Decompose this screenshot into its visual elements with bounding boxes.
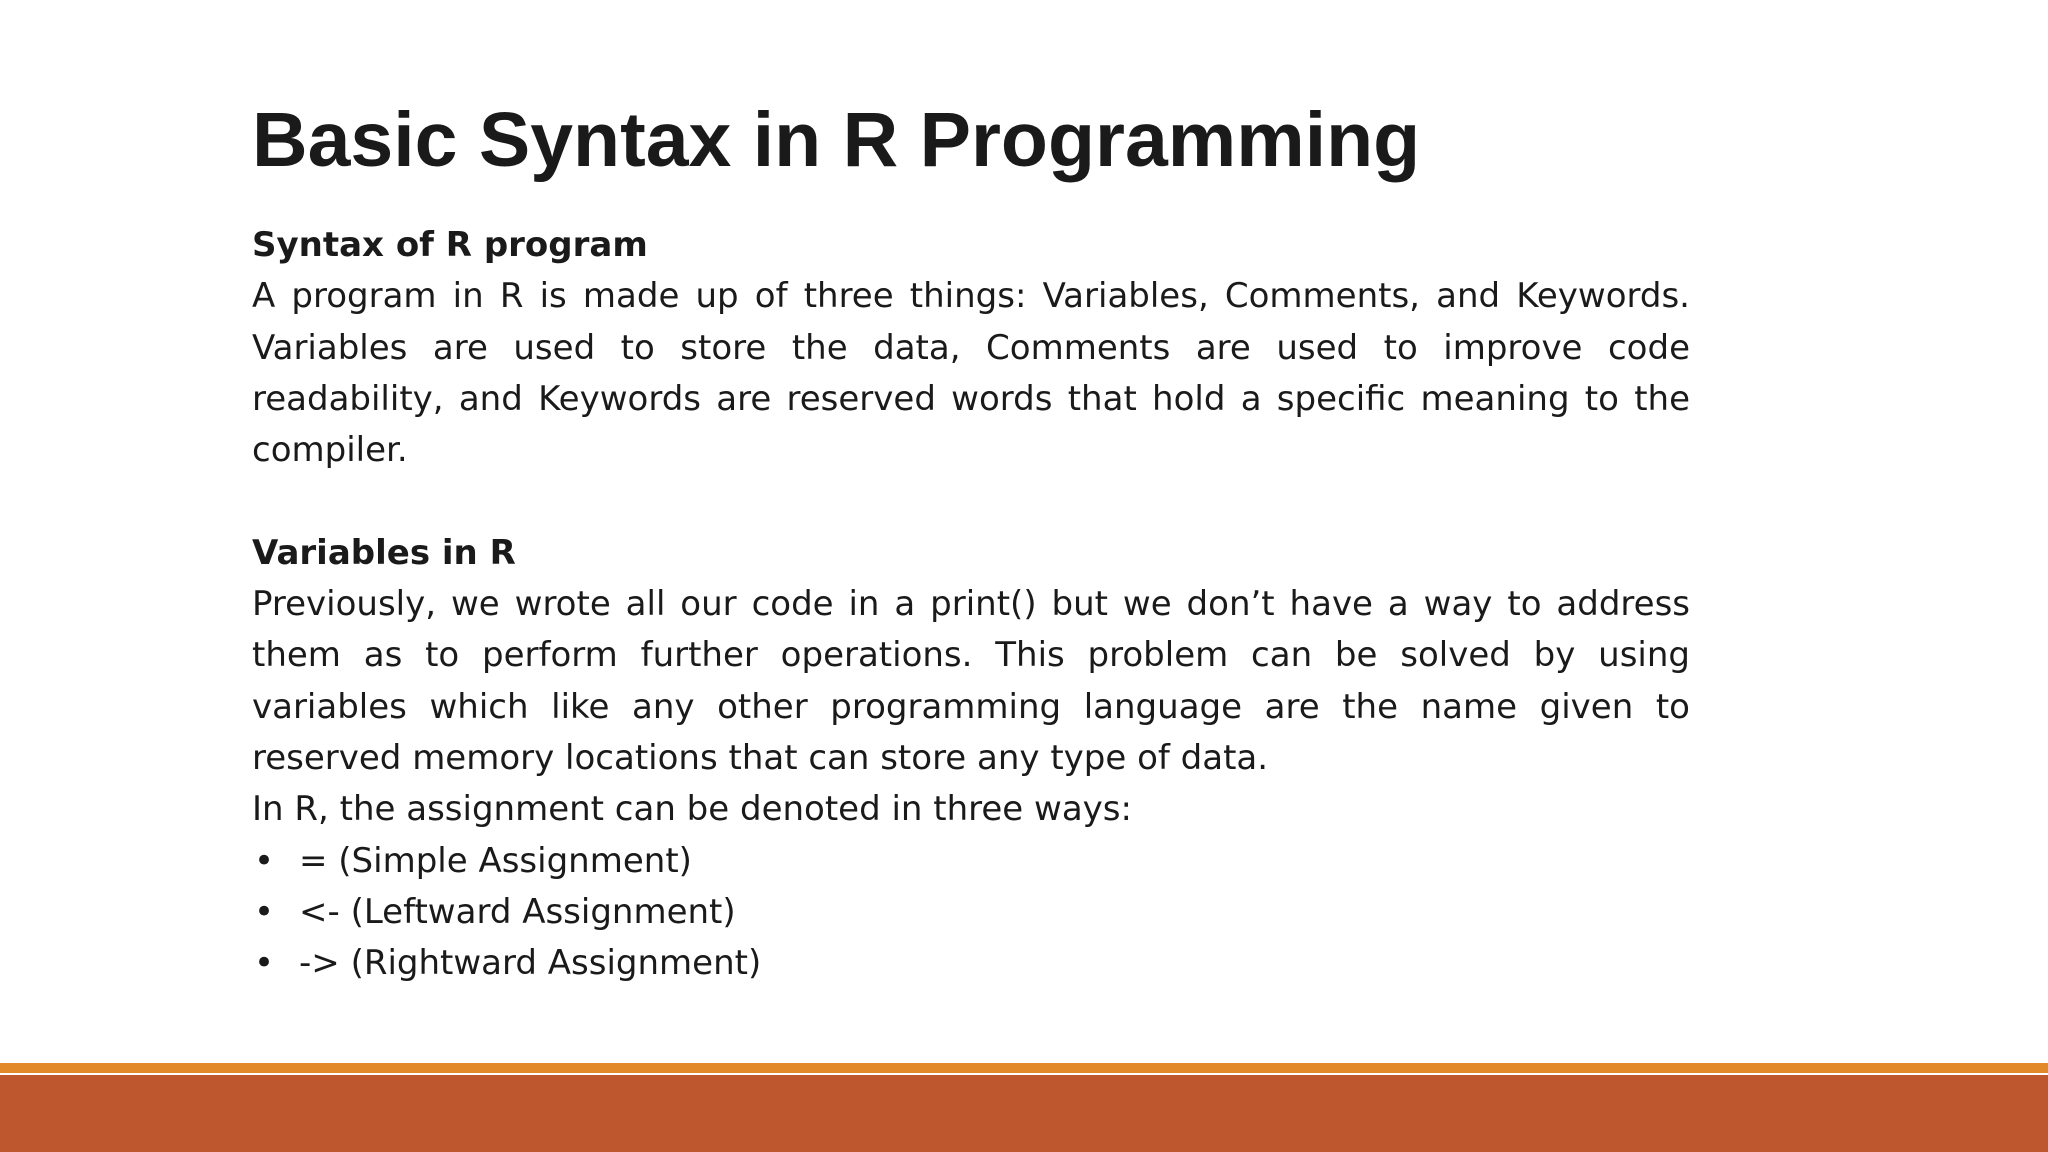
spacer [252,476,1690,527]
bullet-icon: • [254,840,275,881]
list-item [252,836,1690,887]
list-item-text: -> (Rightward Assignment) [299,943,762,984]
assignment-list [252,836,1690,990]
footer-accent-bar-thin [0,1063,2048,1073]
section-heading-syntax: Syntax of R program [252,225,648,265]
section-paragraph-variables: Previously, we wrote all our code in a print() but we don’t have a way to address them as to perform further operations. This problem can be solved by using variables which like any other programming language are the name given to reserved memory locations that can store any type of data. [252,584,1690,778]
list-item [252,887,1690,938]
list-item-text: = (Simple Assignment) [299,840,692,881]
list-item-text: <- (Leftward Assignment) [299,891,736,932]
footer-accent-bar-thick [0,1075,2048,1152]
section-paragraph-syntax: A program in R is made up of three things: Variables, Comments, and Keywords. Variables are used to store the data, Comments are used to improve code readability, and Keywords are reserved words that hold a specific meaning to the compiler. [252,276,1690,471]
slide-body [252,220,1690,989]
list-item [252,938,1690,989]
bullet-icon: • [254,943,275,984]
assignment-intro: In R, the assignment can be denoted in three ways: [252,789,1132,830]
slide-title: Basic Syntax in R Programming [252,97,1421,183]
section-heading-variables: Variables in R [252,532,516,573]
bullet-icon: • [254,891,275,932]
